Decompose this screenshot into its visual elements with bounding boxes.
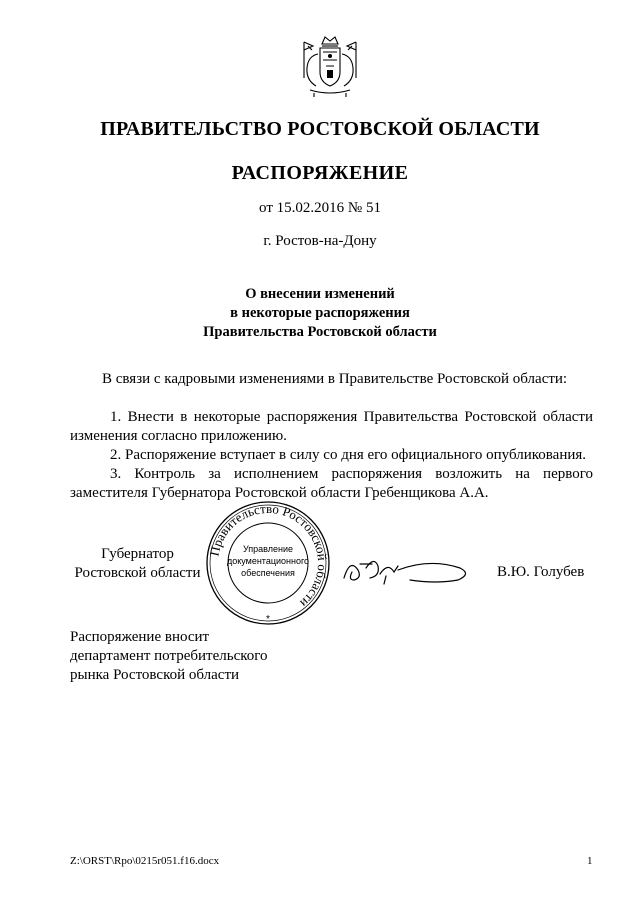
signer-title-line: Ростовской области: [74, 565, 201, 581]
introducer-line: рынка Ростовской области: [70, 667, 240, 683]
order-item-2: 2. Распоряжение вступает в силу со дня его официального опубликования.: [110, 447, 587, 463]
document-type: РАСПОРЯЖЕНИЕ: [231, 162, 409, 184]
footer-file-path: Z:\ORST\Rpo\0215r051.f16.docx: [70, 855, 220, 867]
signer-title-line: Губернатор: [101, 546, 174, 562]
document-date-number: от 15.02.2016 № 51: [259, 200, 381, 216]
subject-line: в некоторые распоряжения: [230, 305, 410, 321]
stamp-outer-text: Правительство Ростовской области: [206, 500, 331, 611]
signer-name: В.Ю. Голубев: [497, 564, 585, 580]
document-subject: [0, 285, 640, 342]
footer-page-number: 1: [587, 855, 593, 867]
subject-line: О внесении изменений: [245, 286, 395, 302]
official-stamp: [205, 500, 331, 626]
introducer-line: Распоряжение вносит: [70, 629, 210, 645]
introducer-line: департамент потребительского: [70, 648, 268, 664]
preamble-paragraph: В связи с кадровыми изменениями в Правительстве Ростовской области:: [102, 371, 568, 387]
government-title: ПРАВИТЕЛЬСТВО РОСТОВСКОЙ ОБЛАСТИ: [100, 118, 540, 140]
stamp-inner-line: обеспечения: [241, 568, 295, 578]
stamp-inner-line: документационного: [226, 556, 310, 566]
svg-text:*: *: [266, 614, 270, 625]
introducer-note: [70, 628, 268, 685]
handwritten-signature: [340, 550, 476, 590]
stamp-inner-line: Управление: [242, 544, 294, 554]
signer-title: [70, 545, 205, 583]
subject-line: Правительства Ростовской области: [203, 324, 437, 340]
document-city: г. Ростов-на-Дону: [263, 233, 377, 249]
order-item-3: 3. Контроль за исполнением распоряжения возложить на первого заместителя Губернатора Ростовской области Гребенщикова А.А.: [70, 466, 593, 501]
order-item-1: 1. Внести в некоторые распоряжения Правительства Ростовской области изменения согласно приложению.: [70, 409, 593, 444]
coat-of-arms-icon: [298, 34, 362, 100]
